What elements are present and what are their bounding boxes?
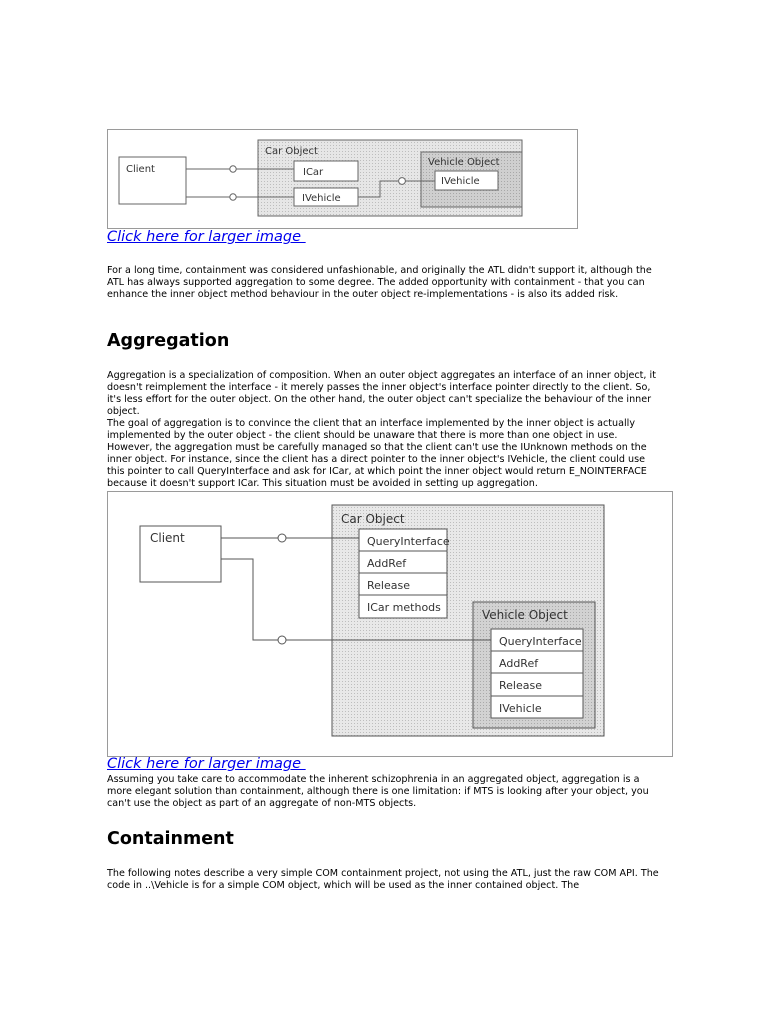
paragraph-aggregation-summary: Assuming you take care to accommodate the inherent schizophrenia in an aggregated object, aggregation is a more elegant solution than containment, although there is one limitation: if MTS is looking after your object, you can't use the object as part of an aggregate of non-MTS objects.: [107, 774, 649, 809]
heading-containment: Containment: [107, 829, 234, 849]
car-method-queryinterface: QueryInterface: [367, 535, 450, 548]
vehicle-ivehicle-label: IVehicle: [441, 176, 480, 187]
ivehicle-label: IVehicle: [302, 193, 341, 204]
larger-image-link-1[interactable]: Click here for larger image: [107, 229, 306, 245]
icar-label: ICar: [303, 167, 324, 178]
vehicle-object-label: Vehicle Object: [482, 608, 568, 622]
vehicle-method-queryinterface: QueryInterface: [499, 635, 582, 648]
containment-diagram: [107, 129, 578, 229]
car-method-addref: AddRef: [367, 557, 407, 570]
client-label: Client: [126, 164, 155, 175]
aggregation-diagram: [107, 491, 673, 757]
car-method-icar-methods: ICar methods: [367, 601, 441, 614]
paragraph-containment-intro: For a long time, containment was considered unfashionable, and originally the ATL didn't support it, although the ATL has always supported aggregation to some degree. The added opportunity with containment - that you can enhance the inner object method behaviour in the outer object re-implementations - is also its added risk.: [107, 265, 652, 300]
larger-image-link-2[interactable]: Click here for larger image: [107, 756, 306, 772]
vehicle-object-label: Vehicle Object: [428, 157, 500, 168]
vehicle-method-release: Release: [499, 679, 542, 692]
vehicle-methods-list: [491, 629, 583, 718]
vehicle-method-addref: AddRef: [499, 657, 539, 670]
heading-aggregation: Aggregation: [107, 331, 230, 351]
client-label: Client: [150, 531, 185, 545]
car-object-label: Car Object: [341, 512, 405, 526]
paragraph-aggregation-2: The goal of aggregation is to convince the client that an interface implemented by the inner object is actually implemented by the outer object - the client should be unaware that there is more than one object in use. However, the aggregation must be carefully managed so that the client can't use the IUnknown methods on the inner object. For instance, since the client has a direct pointer to the inner object's IVehicle, the client could use this pointer to call QueryInterface and ask for ICar, at which point the inner object would return E_NOINTERFACE because it doesn't support ICar. This situation must be avoided in setting up aggregation.: [107, 418, 647, 489]
car-method-release: Release: [367, 579, 410, 592]
paragraph-containment-notes: The following notes describe a very simple COM containment project, not using the ATL, just the raw COM API. The code in ..\Vehicle is for a simple COM object, which will be used as the inner contained object. The: [107, 868, 659, 891]
vehicle-method-ivehicle: IVehicle: [499, 702, 542, 715]
paragraph-aggregation-1: Aggregation is a specialization of composition. When an outer object aggregates an interface of an inner object, it doesn't reimplement the interface - it merely passes the inner object's interface pointer directly to the client. So, it's less effort for the outer object. On the other hand, the outer object can't specialize the behaviour of the inner object.: [107, 370, 656, 417]
car-methods-list: [359, 529, 450, 618]
car-object-label: Car Object: [265, 146, 318, 157]
